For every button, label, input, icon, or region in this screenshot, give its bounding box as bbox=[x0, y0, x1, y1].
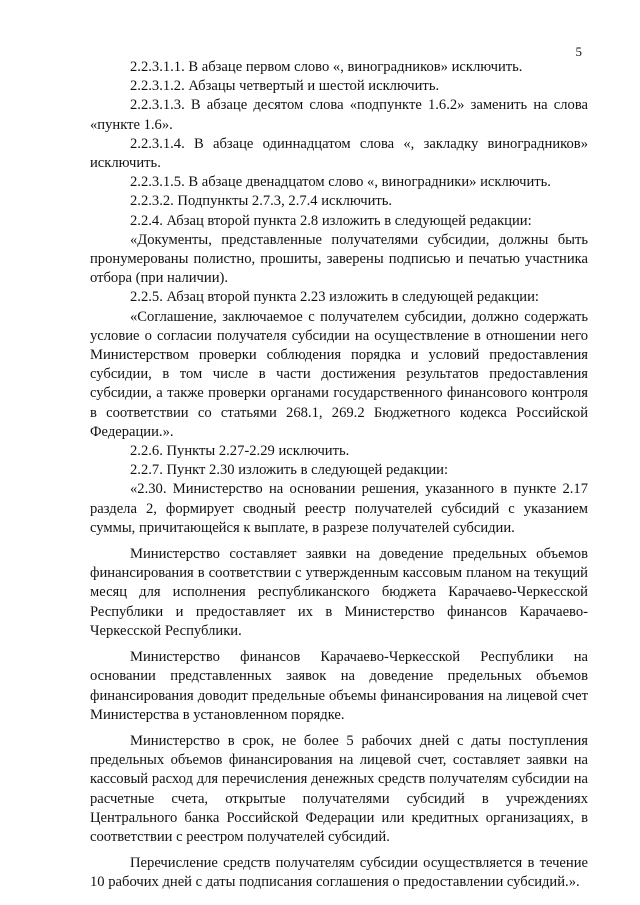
quoted-paragraph-agreement: «Соглашение, заключаемое с получателем субсидии, должно содержать условие о согласии получателя субсидии на осуществление в отношении него Министерством проверки соблюдения порядка и условий предоставления субсидии, в том числе в части достижения результатов предоставления субсидии, а также проверки органами государственного финансового контроля в соответствии со статьями 268.1, 269.2 Бюджетного кодекса Российской Федерации.». bbox=[90, 308, 588, 440]
paragraph-2-2-7: 2.2.7. Пункт 2.30 изложить в следующей редакции: bbox=[130, 462, 449, 479]
paragraph-2-2-3-1-1: 2.2.3.1.1. В абзаце первом слово «, виноградников» исключить. bbox=[130, 59, 523, 75]
paragraph-2-2-3-1-2: 2.2.3.1.2. Абзацы четвертый и шестой исключить. bbox=[130, 78, 440, 95]
paragraph-transfer-period: Перечисление средств получателям субсидии осуществляется в течение 10 рабочих дней с даты подписания соглашения о предоставлении субсидий.». bbox=[90, 855, 588, 891]
paragraph-2-2-4: 2.2.4. Абзац второй пункта 2.8 изложить в следующей редакции: bbox=[130, 212, 532, 229]
document-body bbox=[90, 58, 588, 893]
quoted-paragraph-2-30: «2.30. Министерство на основании решения, указанного в пункте 2.17 раздела 2, формирует сводный реестр получателей субсидий с указанием суммы, причитающейся к выплате, в разрезе получателей субсидии. bbox=[90, 481, 588, 536]
quoted-paragraph-documents: «Документы, представленные получателями субсидии, должны быть пронумерованы полистно, прошиты, заверены подписью и печатью участника отбора (при наличии). bbox=[90, 231, 588, 287]
paragraph-2-2-3-1-3: 2.2.3.1.3. В абзаце десятом слова «подпункте 1.6.2» заменить на слова «пункте 1.6». bbox=[90, 97, 588, 133]
paragraph-2-2-3-2: 2.2.3.2. Подпункты 2.7.3, 2.7.4 исключить. bbox=[130, 193, 393, 210]
paragraph-2-2-3-1-4: 2.2.3.1.4. В абзаце одиннадцатом слова «, закладку виноградников» исключить. bbox=[90, 135, 588, 172]
paragraph-ministry-requests: Министерство составляет заявки на доведение предельных объемов финансирования в соответствии с утвержденным кассовым планом на текущий месяц для исполнения республиканского бюджета Карачаево-Черкесской Республики и предоставляет их в Министерство финансов Карачаево-Черкесской Республики. bbox=[90, 546, 588, 639]
paragraph-2-2-3-1-5: 2.2.3.1.5. В абзаце двенадцатом слово «, виноградники» исключить. bbox=[130, 174, 551, 191]
paragraph-cash-expense: Министерство в срок, не более 5 рабочих дней с даты поступления предельных объемов финансирования на лицевой счет, составляет заявки на кассовый расход для перечисления денежных средств получателям субсидии на расчетные счета, открытые получателями субсидий в учреждениях Центрального банка Российской Федерации или кредитных организациях, в соответствии с реестром получателей субсидий. bbox=[90, 732, 588, 845]
page-number: 5 bbox=[575, 44, 582, 59]
paragraph-finance-ministry: Министерство финансов Карачаево-Черкесской Республики на основании представленных заявок на доведение предельных объемов финансирования доводит предельные объемы финансирования на лицевой счет Министерства в установленном порядке. bbox=[90, 649, 588, 723]
paragraph-2-2-6: 2.2.6. Пункты 2.27-2.29 исключить. bbox=[130, 443, 350, 460]
paragraph-2-2-5: 2.2.5. Абзац второй пункта 2.23 изложить в следующей редакции: bbox=[130, 289, 539, 306]
